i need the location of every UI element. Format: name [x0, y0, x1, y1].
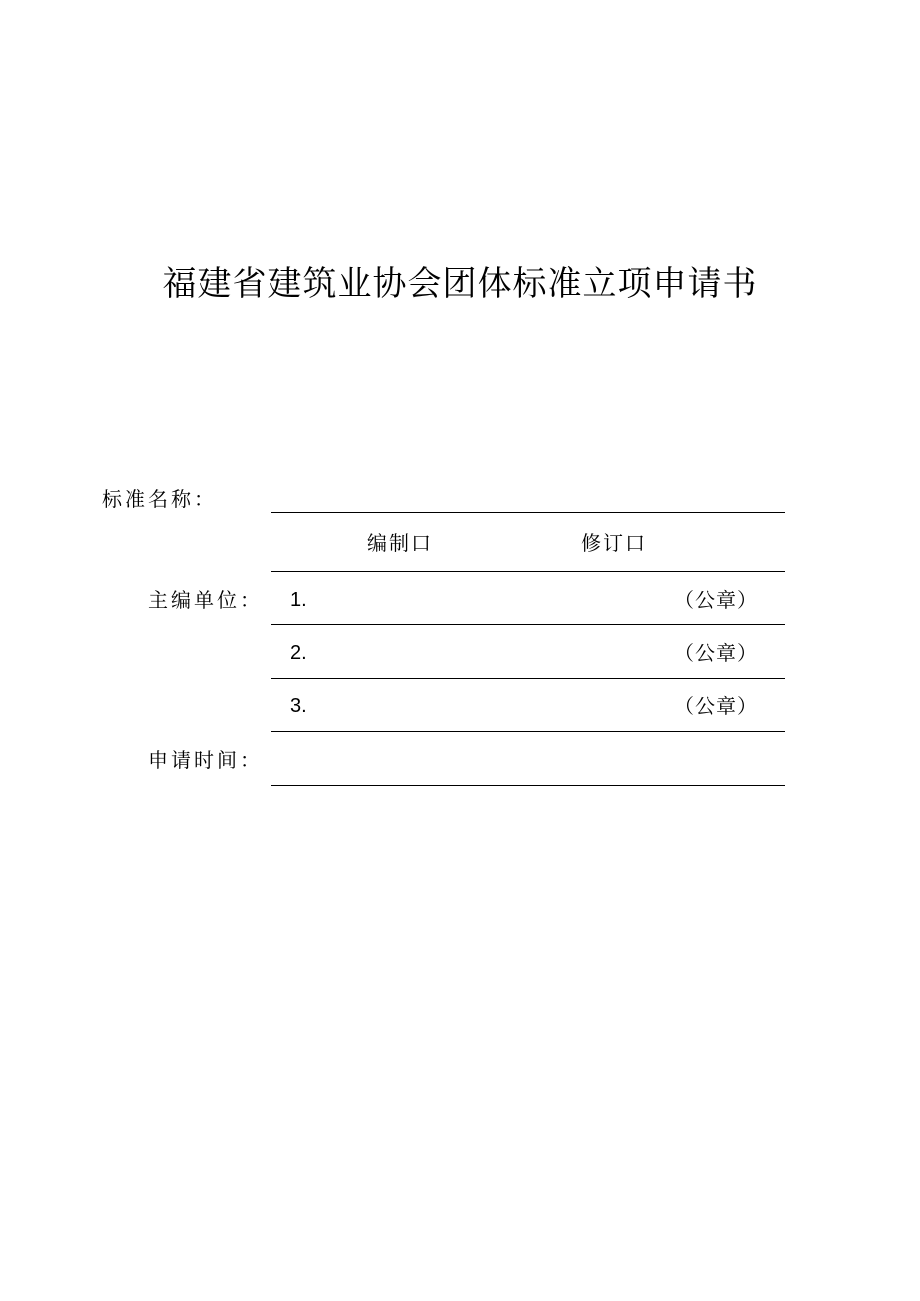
option-revise[interactable]: 修订口 [581, 531, 647, 555]
options-underline [271, 571, 785, 572]
document-title: 福建省建筑业协会团体标准立项申请书 [162, 264, 758, 304]
unit-number-2: 2. [290, 642, 307, 664]
unit-field-line-3[interactable] [271, 731, 785, 732]
option-compile[interactable]: 编制口 [367, 531, 433, 555]
unit-field-line-1[interactable] [271, 624, 785, 625]
unit-number-3: 3. [290, 695, 307, 717]
unit-seal-3: （公章） [674, 694, 758, 718]
chief-editor-label: 主编单位： [148, 588, 263, 612]
unit-seal-2: （公章） [674, 641, 758, 665]
unit-seal-1: （公章） [674, 588, 758, 612]
standard-name-field-line[interactable] [271, 512, 785, 513]
unit-number-1: 1. [290, 589, 307, 611]
apply-time-field-line[interactable] [271, 785, 785, 786]
apply-time-label: 申请时间： [148, 748, 263, 772]
unit-field-line-2[interactable] [271, 678, 785, 679]
standard-name-label: 标准名称： [102, 487, 217, 511]
